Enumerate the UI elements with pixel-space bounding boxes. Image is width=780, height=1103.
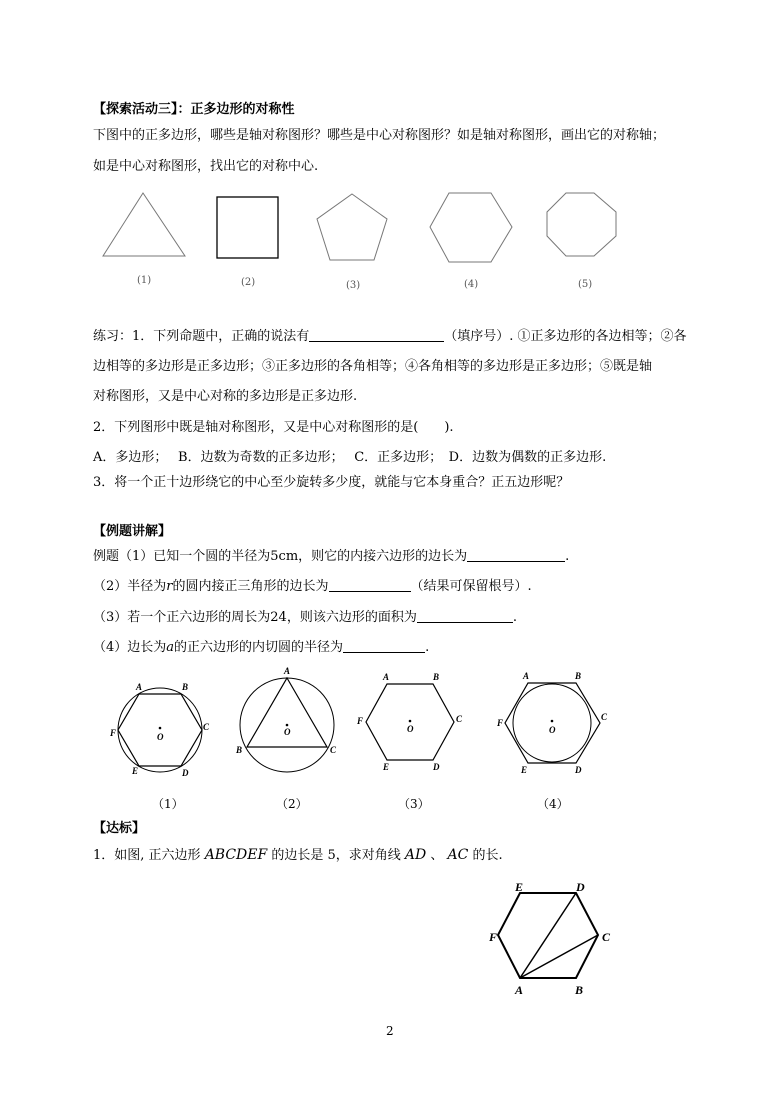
label-f: F — [110, 728, 117, 738]
practice-q1 — [93, 328, 687, 346]
practice-q1-line3: 对称图形，又是中心对称的多边形是正多边形. — [93, 389, 358, 404]
label-b: B — [236, 745, 243, 755]
example-caption-4: （4） — [537, 797, 569, 811]
label-a: A — [515, 983, 524, 997]
label-c: C — [602, 930, 611, 944]
figure-caption-1: (1) — [137, 275, 152, 286]
label-b: B — [575, 671, 582, 681]
example-4-text: （4）边长为 — [93, 640, 167, 655]
hexagon-figure — [428, 190, 518, 265]
label-d: D — [575, 765, 582, 775]
label-o: O — [549, 725, 556, 735]
practice-q1-text: 练习：1．下列命题中，正确的说法有 — [93, 329, 310, 344]
label-o: O — [407, 724, 414, 734]
example-3-end: . — [512, 610, 517, 625]
example-1-text: 例题（1）已知一个圆的半径为5cm，则它的内接六边形的边长为 — [93, 549, 468, 564]
standard-figure — [488, 875, 618, 1000]
label-e: E — [383, 762, 390, 772]
example-figure-3 — [357, 672, 467, 772]
figure-caption-5: (5) — [578, 279, 593, 290]
label-e: E — [515, 880, 524, 894]
example-1 — [93, 548, 569, 566]
activity3-line1: 下图中的正多边形，哪些是轴对称图形？哪些是中心对称图形？如是轴对称图形，画出它的对称轴； — [93, 128, 666, 143]
example-4-var: a — [166, 640, 175, 655]
figure-caption-3: (3) — [346, 280, 361, 291]
label-c: C — [330, 745, 337, 755]
activity3-line2: 如是中心对称图形，找出它的对称中心. — [93, 159, 319, 174]
label-e: E — [132, 766, 139, 776]
example-figure-1 — [110, 678, 220, 783]
problem-hexagon-name: ABCDEF — [204, 847, 268, 863]
label-b: B — [433, 672, 440, 682]
label-f: F — [357, 716, 364, 726]
example-2-text-3: （结果可保留根号）. — [410, 579, 532, 594]
example-2-text-2: 的圆内接正三角形的边长为 — [172, 579, 329, 594]
example-2 — [93, 578, 532, 596]
figure-caption-4: (4) — [464, 279, 479, 290]
label-a: A — [383, 672, 390, 682]
label-e: E — [521, 765, 528, 775]
example-4 — [93, 639, 429, 657]
label-o: O — [284, 727, 291, 737]
label-b: B — [182, 682, 189, 692]
example-1-end: . — [565, 549, 570, 564]
problem-sep: 、 — [430, 848, 444, 863]
practice-q1-text-2: （填序号）. ①正多边形的各边相等；②各 — [444, 329, 687, 344]
answer-blank — [343, 639, 425, 653]
label-a: A — [523, 671, 530, 681]
standard-heading: 【达标】 — [93, 821, 146, 836]
label-o: O — [157, 732, 164, 742]
activity3-heading: 【探索活动三】：正多边形的对称性 — [93, 102, 295, 117]
practice-q3: 3．将一个正十边形绕它的中心至少旋转多少度，就能与它本身重合？正五边形呢？ — [93, 475, 570, 490]
example-caption-3: （3） — [398, 797, 430, 811]
example-4-text-2: 的正六边形的内切圆的半径为 — [174, 640, 344, 655]
octagon-figure — [545, 190, 625, 265]
problem-text: 1．如图, 正六边形 — [93, 848, 201, 863]
figure-caption-2: (2) — [241, 277, 256, 288]
answer-blank — [309, 328, 444, 342]
problem-text-2: 的边长是 5，求对角线 — [271, 848, 401, 863]
answer-blank — [417, 609, 513, 623]
page-number: 2 — [386, 1024, 394, 1038]
example-caption-1: （1） — [152, 797, 184, 811]
square-figure — [215, 195, 285, 265]
label-b: B — [575, 983, 584, 997]
problem-ac: AC — [447, 847, 469, 863]
examples-heading: 【例题讲解】 — [93, 524, 172, 539]
practice-q1-line2: 边相等的多边形是正多边形；③正多边形的各角相等；④各角相等的多边形是正多边形；⑤既是轴 — [93, 359, 653, 374]
problem-end: 的长. — [472, 848, 503, 863]
label-a: A — [284, 666, 291, 676]
label-c: C — [456, 714, 463, 724]
answer-blank — [467, 548, 565, 562]
label-f: F — [497, 718, 504, 728]
pentagon-figure — [315, 190, 395, 265]
label-d: D — [182, 768, 189, 778]
problem-ad: AD — [404, 847, 427, 863]
label-d: D — [433, 762, 440, 772]
example-3 — [93, 609, 517, 627]
example-caption-2: （2） — [276, 797, 308, 811]
example-3-text: （3）若一个正六边形的周长为24，则该六边形的面积为 — [93, 610, 417, 625]
answer-blank — [329, 578, 411, 592]
practice-q2: 2．下列图形中既是轴对称图形，又是中心对称图形的是( ). — [93, 420, 454, 435]
practice-q2-options: A．多边形； B．边数为奇数的正多边形； C．正多边形； D．边数为偶数的正多边形. — [93, 450, 607, 465]
triangle-figure — [100, 190, 190, 260]
label-c: C — [601, 712, 608, 722]
label-d: D — [576, 880, 585, 894]
example-2-text: （2）半径为 — [93, 579, 167, 594]
label-f: F — [489, 930, 498, 944]
example-figure-2 — [232, 665, 347, 785]
example-4-end: . — [425, 640, 430, 655]
example-2-var: r — [166, 579, 173, 594]
standard-problem-1 — [93, 846, 503, 865]
label-a: A — [136, 682, 143, 692]
example-figure-4 — [493, 670, 613, 775]
label-c: C — [203, 722, 210, 732]
